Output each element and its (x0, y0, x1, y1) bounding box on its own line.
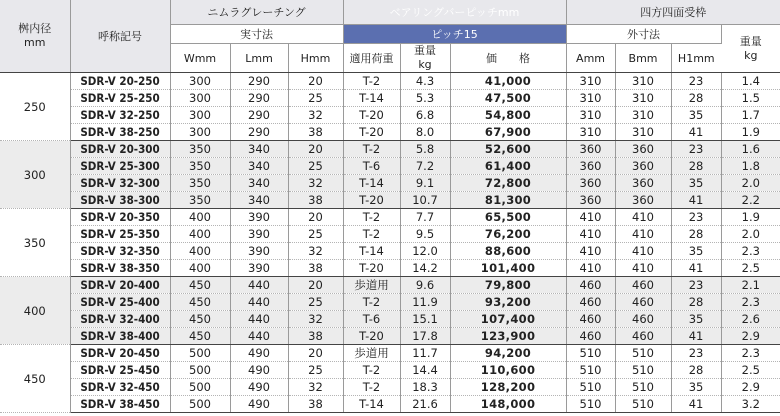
a-value: 460 (566, 311, 615, 328)
h1-value: 35 (671, 107, 721, 124)
a-value: 310 (566, 73, 615, 90)
frame-weight: 2.0 (721, 175, 780, 192)
a-value: 410 (566, 226, 615, 243)
a-value: 510 (566, 396, 615, 413)
b-value: 460 (615, 294, 671, 311)
h1-value: 23 (671, 209, 721, 226)
product-code: SDR-V 38-400 (70, 328, 170, 345)
product-code: SDR-V 32-450 (70, 379, 170, 396)
pit-size: 300 (0, 141, 70, 209)
h1-value: 28 (671, 226, 721, 243)
grating-weight: 12.0 (400, 243, 450, 260)
w-value: 400 (170, 209, 230, 226)
grating-weight: 9.1 (400, 175, 450, 192)
header-h1: H1mm (671, 44, 721, 73)
header-actual-dimensions: 実寸法 (170, 25, 343, 44)
h1-value: 23 (671, 277, 721, 294)
table-row (0, 90, 780, 107)
table-body (0, 73, 780, 413)
l-value: 490 (230, 362, 288, 379)
w-value: 500 (170, 379, 230, 396)
b-value: 310 (615, 124, 671, 141)
price: 79,800 (450, 277, 566, 294)
h1-value: 23 (671, 141, 721, 158)
table-row (0, 379, 780, 396)
grating-weight: 6.8 (400, 107, 450, 124)
table-row (0, 226, 780, 243)
header-frame: 四方四面受枠 (566, 0, 780, 25)
l-value: 290 (230, 73, 288, 90)
grating-weight: 17.8 (400, 328, 450, 345)
header-grating-weight (400, 44, 450, 73)
h1-value: 35 (671, 243, 721, 260)
grating-weight: 5.8 (400, 141, 450, 158)
load-class: T-2 (343, 141, 400, 158)
l-value: 290 (230, 107, 288, 124)
h-value: 32 (288, 107, 343, 124)
header-load: 適用荷重 (343, 44, 400, 73)
price: 110,600 (450, 362, 566, 379)
frame-weight: 2.2 (721, 192, 780, 209)
table-row (0, 328, 780, 345)
b-value: 360 (615, 192, 671, 209)
product-code: SDR-V 20-300 (70, 141, 170, 158)
l-value: 490 (230, 379, 288, 396)
a-value: 460 (566, 294, 615, 311)
frame-weight: 2.5 (721, 362, 780, 379)
load-class: T-20 (343, 192, 400, 209)
price: 76,200 (450, 226, 566, 243)
h-value: 25 (288, 90, 343, 107)
h-value: 25 (288, 158, 343, 175)
table-row (0, 311, 780, 328)
w-value: 350 (170, 158, 230, 175)
load-class: T-20 (343, 260, 400, 277)
price: 128,200 (450, 379, 566, 396)
load-class: T-14 (343, 175, 400, 192)
l-value: 440 (230, 328, 288, 345)
frame-weight: 2.3 (721, 294, 780, 311)
product-code: SDR-V 20-450 (70, 345, 170, 362)
frame-weight: 1.7 (721, 107, 780, 124)
header-a: Amm (566, 44, 615, 73)
h1-value: 28 (671, 362, 721, 379)
table-header (0, 0, 780, 73)
h1-value: 41 (671, 124, 721, 141)
load-class: 歩道用 (343, 345, 400, 362)
pit-size: 350 (0, 209, 70, 277)
table-row (0, 107, 780, 124)
table-row (0, 345, 780, 362)
table-row (0, 141, 780, 158)
h1-value: 28 (671, 294, 721, 311)
b-value: 460 (615, 277, 671, 294)
price: 93,200 (450, 294, 566, 311)
load-class: T-20 (343, 124, 400, 141)
l-value: 440 (230, 311, 288, 328)
price: 52,600 (450, 141, 566, 158)
w-value: 500 (170, 362, 230, 379)
frame-weight: 2.0 (721, 226, 780, 243)
grating-weight: 11.9 (400, 294, 450, 311)
price: 72,800 (450, 175, 566, 192)
pit-size: 450 (0, 345, 70, 413)
grating-weight: 7.2 (400, 158, 450, 175)
l-value: 440 (230, 277, 288, 294)
header-price: 価 格 (450, 44, 566, 73)
h-value: 38 (288, 124, 343, 141)
pit-size: 400 (0, 277, 70, 345)
product-code: SDR-V 20-250 (70, 73, 170, 90)
l-value: 340 (230, 192, 288, 209)
header-frame-weight (721, 25, 780, 73)
h-value: 38 (288, 396, 343, 413)
load-class: T-20 (343, 328, 400, 345)
w-value: 300 (170, 124, 230, 141)
l-value: 340 (230, 158, 288, 175)
b-value: 510 (615, 345, 671, 362)
w-value: 450 (170, 294, 230, 311)
table-row (0, 124, 780, 141)
w-value: 400 (170, 260, 230, 277)
w-value: 350 (170, 141, 230, 158)
grating-weight: 7.7 (400, 209, 450, 226)
price: 67,900 (450, 124, 566, 141)
load-class: T-2 (343, 226, 400, 243)
l-value: 390 (230, 209, 288, 226)
b-value: 510 (615, 396, 671, 413)
grating-weight: 15.1 (400, 311, 450, 328)
h1-value: 41 (671, 192, 721, 209)
product-code: SDR-V 38-350 (70, 260, 170, 277)
h-value: 38 (288, 260, 343, 277)
frame-weight: 2.3 (721, 345, 780, 362)
h-value: 20 (288, 209, 343, 226)
price: 65,500 (450, 209, 566, 226)
h-value: 20 (288, 277, 343, 294)
frame-weight: 1.8 (721, 158, 780, 175)
table-row (0, 243, 780, 260)
price: 41,000 (450, 73, 566, 90)
price: 88,600 (450, 243, 566, 260)
table-row (0, 277, 780, 294)
h1-value: 23 (671, 73, 721, 90)
a-value: 410 (566, 209, 615, 226)
header-size (0, 0, 70, 73)
grating-weight: 14.4 (400, 362, 450, 379)
product-code: SDR-V 32-350 (70, 243, 170, 260)
a-value: 510 (566, 362, 615, 379)
h1-value: 35 (671, 379, 721, 396)
price: 54,800 (450, 107, 566, 124)
load-class: T-14 (343, 243, 400, 260)
b-value: 410 (615, 226, 671, 243)
grating-weight: 5.3 (400, 90, 450, 107)
l-value: 340 (230, 175, 288, 192)
h-value: 20 (288, 73, 343, 90)
grating-weight: 10.7 (400, 192, 450, 209)
frame-weight: 2.6 (721, 311, 780, 328)
load-class: T-2 (343, 73, 400, 90)
table-row (0, 362, 780, 379)
w-value: 500 (170, 345, 230, 362)
header-outer-dimensions: 外寸法 (566, 25, 721, 44)
l-value: 440 (230, 294, 288, 311)
header-w: Wmm (170, 44, 230, 73)
header-grating: ニムラグレーチング (170, 0, 343, 25)
h-value: 25 (288, 362, 343, 379)
load-class: T-2 (343, 294, 400, 311)
a-value: 360 (566, 192, 615, 209)
header-h: Hmm (288, 44, 343, 73)
w-value: 450 (170, 277, 230, 294)
b-value: 410 (615, 260, 671, 277)
table-row (0, 158, 780, 175)
w-value: 500 (170, 396, 230, 413)
price: 148,000 (450, 396, 566, 413)
a-value: 310 (566, 90, 615, 107)
table-row (0, 192, 780, 209)
l-value: 390 (230, 243, 288, 260)
w-value: 300 (170, 90, 230, 107)
header-size-text: 桝内径 mm (18, 22, 52, 49)
table-row (0, 396, 780, 413)
product-code: SDR-V 32-300 (70, 175, 170, 192)
h-value: 25 (288, 294, 343, 311)
h-value: 38 (288, 328, 343, 345)
l-value: 490 (230, 345, 288, 362)
load-class: T-6 (343, 311, 400, 328)
h-value: 32 (288, 175, 343, 192)
l-value: 340 (230, 141, 288, 158)
product-code: SDR-V 38-450 (70, 396, 170, 413)
product-code: SDR-V 25-250 (70, 90, 170, 107)
table-row (0, 73, 780, 90)
product-code: SDR-V 32-400 (70, 311, 170, 328)
header-l: Lmm (230, 44, 288, 73)
l-value: 490 (230, 396, 288, 413)
grating-weight: 8.0 (400, 124, 450, 141)
l-value: 390 (230, 226, 288, 243)
grating-weight: 4.3 (400, 73, 450, 90)
frame-weight: 2.3 (721, 243, 780, 260)
h-value: 32 (288, 243, 343, 260)
b-value: 460 (615, 328, 671, 345)
table-row (0, 260, 780, 277)
frame-weight: 1.4 (721, 73, 780, 90)
product-code: SDR-V 25-400 (70, 294, 170, 311)
pit-size: 250 (0, 73, 70, 141)
grating-weight: 9.5 (400, 226, 450, 243)
header-pitch-15: ピッチ15 (343, 25, 566, 44)
w-value: 450 (170, 311, 230, 328)
h1-value: 28 (671, 90, 721, 107)
h1-value: 41 (671, 328, 721, 345)
header-bearing-bar-pitch: ベアリングバーピッチmm (343, 0, 566, 25)
l-value: 390 (230, 260, 288, 277)
table-row (0, 294, 780, 311)
b-value: 410 (615, 209, 671, 226)
price: 47,500 (450, 90, 566, 107)
l-value: 290 (230, 90, 288, 107)
a-value: 460 (566, 328, 615, 345)
w-value: 350 (170, 175, 230, 192)
h-value: 32 (288, 311, 343, 328)
frame-weight: 1.9 (721, 209, 780, 226)
product-code: SDR-V 32-250 (70, 107, 170, 124)
load-class: 歩道用 (343, 277, 400, 294)
frame-weight: 2.9 (721, 328, 780, 345)
h-value: 20 (288, 345, 343, 362)
b-value: 360 (615, 158, 671, 175)
load-class: T-20 (343, 107, 400, 124)
a-value: 360 (566, 141, 615, 158)
grating-weight: 11.7 (400, 345, 450, 362)
a-value: 310 (566, 107, 615, 124)
a-value: 410 (566, 243, 615, 260)
price: 123,900 (450, 328, 566, 345)
b-value: 510 (615, 379, 671, 396)
h-value: 25 (288, 226, 343, 243)
grating-weight: 14.2 (400, 260, 450, 277)
a-value: 460 (566, 277, 615, 294)
grating-weight: 9.6 (400, 277, 450, 294)
w-value: 400 (170, 226, 230, 243)
l-value: 290 (230, 124, 288, 141)
frame-weight: 2.9 (721, 379, 780, 396)
h1-value: 41 (671, 260, 721, 277)
price: 94,200 (450, 345, 566, 362)
price: 101,400 (450, 260, 566, 277)
w-value: 350 (170, 192, 230, 209)
frame-weight: 2.5 (721, 260, 780, 277)
load-class: T-2 (343, 379, 400, 396)
h1-value: 28 (671, 158, 721, 175)
w-value: 300 (170, 73, 230, 90)
frame-weight: 2.1 (721, 277, 780, 294)
h1-value: 41 (671, 396, 721, 413)
a-value: 360 (566, 175, 615, 192)
w-value: 400 (170, 243, 230, 260)
b-value: 310 (615, 107, 671, 124)
h-value: 38 (288, 192, 343, 209)
table-row (0, 209, 780, 226)
product-code: SDR-V 38-250 (70, 124, 170, 141)
h-value: 20 (288, 141, 343, 158)
load-class: T-2 (343, 209, 400, 226)
price: 61,400 (450, 158, 566, 175)
a-value: 510 (566, 379, 615, 396)
h1-value: 35 (671, 311, 721, 328)
h-value: 32 (288, 379, 343, 396)
table-row (0, 175, 780, 192)
b-value: 310 (615, 73, 671, 90)
h1-value: 23 (671, 345, 721, 362)
b-value: 410 (615, 243, 671, 260)
product-code: SDR-V 38-300 (70, 192, 170, 209)
b-value: 360 (615, 175, 671, 192)
price: 107,400 (450, 311, 566, 328)
load-class: T-14 (343, 90, 400, 107)
product-code: SDR-V 20-400 (70, 277, 170, 294)
frame-weight: 3.2 (721, 396, 780, 413)
a-value: 360 (566, 158, 615, 175)
product-code: SDR-V 25-300 (70, 158, 170, 175)
a-value: 310 (566, 124, 615, 141)
price: 81,300 (450, 192, 566, 209)
product-code: SDR-V 25-450 (70, 362, 170, 379)
b-value: 310 (615, 90, 671, 107)
frame-weight: 1.5 (721, 90, 780, 107)
product-code: SDR-V 20-350 (70, 209, 170, 226)
load-class: T-14 (343, 396, 400, 413)
grating-weight: 18.3 (400, 379, 450, 396)
header-b: Bmm (615, 44, 671, 73)
b-value: 460 (615, 311, 671, 328)
b-value: 510 (615, 362, 671, 379)
h1-value: 35 (671, 175, 721, 192)
w-value: 300 (170, 107, 230, 124)
load-class: T-6 (343, 158, 400, 175)
header-frame-weight-text: 重量 kg (739, 34, 762, 62)
w-value: 450 (170, 328, 230, 345)
b-value: 360 (615, 141, 671, 158)
a-value: 510 (566, 345, 615, 362)
grating-weight: 21.6 (400, 396, 450, 413)
frame-weight: 1.6 (721, 141, 780, 158)
header-code: 呼称記号 (70, 0, 170, 73)
a-value: 410 (566, 260, 615, 277)
product-code: SDR-V 25-350 (70, 226, 170, 243)
frame-weight: 1.9 (721, 124, 780, 141)
header-grating-weight-text: 重量 kg (414, 44, 436, 71)
load-class: T-2 (343, 362, 400, 379)
